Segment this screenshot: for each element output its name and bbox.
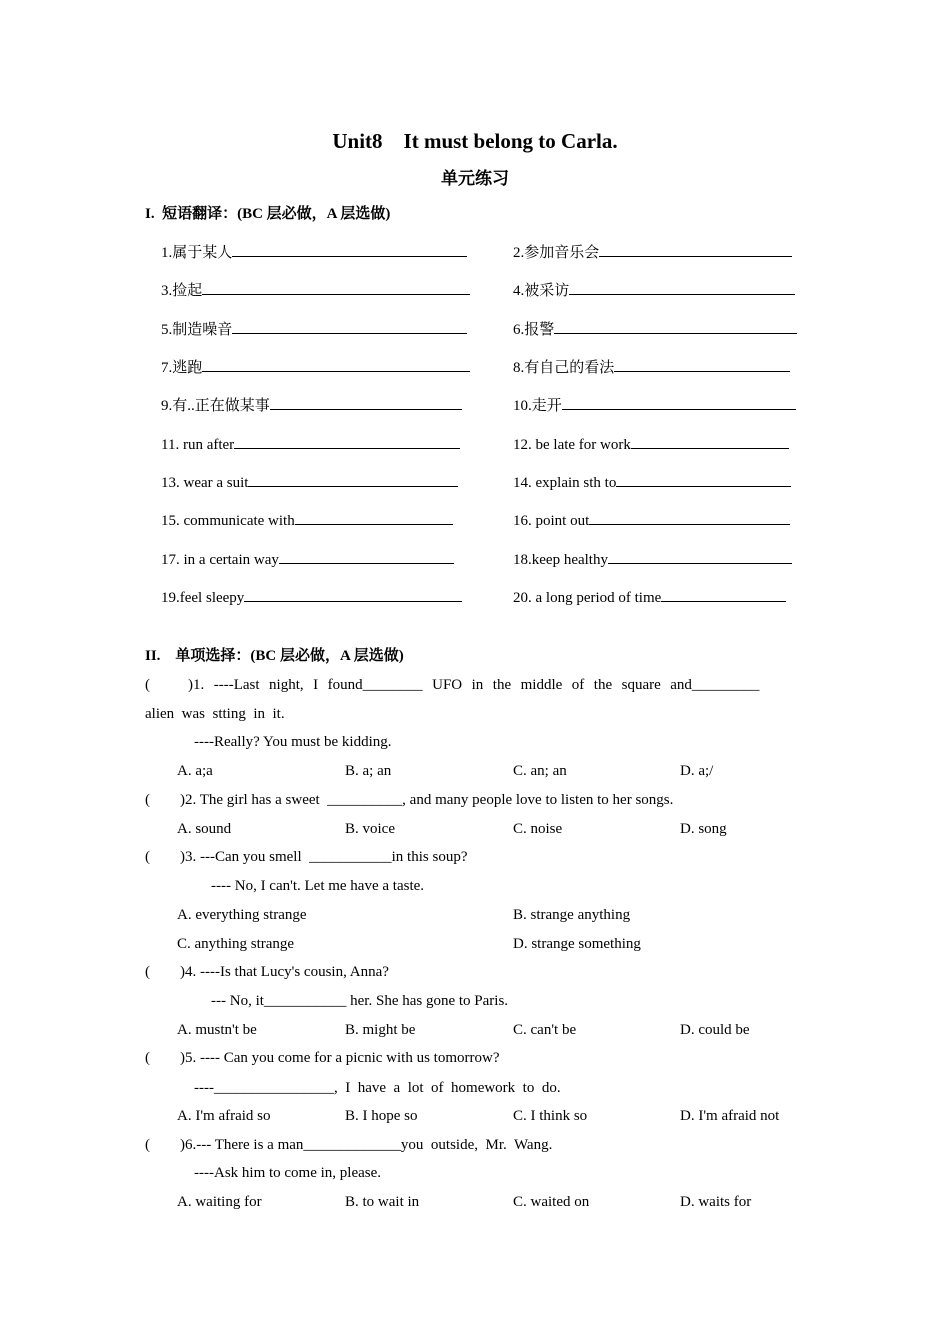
question-1-option-c[interactable]: C. an; an bbox=[513, 763, 567, 779]
question-3-option-d[interactable]: D. strange something bbox=[513, 936, 641, 952]
question-1-reply: ----Really? You must be kidding. bbox=[194, 734, 392, 750]
question-5-option-b[interactable]: B. I hope so bbox=[345, 1108, 418, 1124]
phrase-item-20 bbox=[513, 587, 786, 606]
question-1-option-b[interactable]: B. a; an bbox=[345, 763, 392, 779]
phrase-item-8 bbox=[513, 357, 790, 376]
question-4-option-c[interactable]: C. can't be bbox=[513, 1022, 577, 1038]
question-2-option-d[interactable]: D. song bbox=[680, 821, 727, 837]
question-2-option-a[interactable]: A. sound bbox=[177, 821, 232, 837]
question-4-option-b[interactable]: B. might be bbox=[345, 1022, 416, 1038]
question-6-reply: ----Ask him to come in, please. bbox=[194, 1165, 382, 1181]
question-4-option-d[interactable]: D. could be bbox=[680, 1022, 750, 1038]
document-subtitle: 单元练习 bbox=[441, 169, 509, 188]
phrase-item-19 bbox=[161, 587, 462, 606]
question-4-option-a[interactable]: A. mustn't be bbox=[177, 1022, 257, 1038]
phrase-label: 1.属于某人 bbox=[161, 245, 233, 261]
section-2-heading: II. 单项选择：(BC 层必做，A 层选做) bbox=[145, 648, 404, 664]
phrase-item-10 bbox=[513, 395, 796, 414]
answer-blank[interactable] bbox=[244, 587, 462, 602]
phrase-label: 3.捡起 bbox=[161, 283, 203, 299]
phrase-item-11 bbox=[161, 434, 460, 453]
phrase-label: 7.逃跑 bbox=[161, 360, 203, 376]
answer-blank[interactable] bbox=[248, 472, 458, 487]
phrase-item-6 bbox=[513, 319, 797, 338]
phrase-label: 12. be late for work bbox=[513, 437, 631, 453]
question-3-option-a[interactable]: A. everything strange bbox=[177, 907, 307, 923]
answer-blank[interactable] bbox=[569, 280, 795, 295]
answer-blank[interactable] bbox=[616, 472, 791, 487]
answer-blank[interactable] bbox=[279, 549, 454, 564]
phrase-label: 5.制造噪音 bbox=[161, 322, 233, 338]
phrase-label: 9.有..正在做某事 bbox=[161, 398, 270, 414]
phrase-item-3 bbox=[161, 280, 470, 299]
question-2-option-b[interactable]: B. voice bbox=[345, 821, 395, 837]
question-5-option-c[interactable]: C. I think so bbox=[513, 1108, 588, 1124]
question-3-option-c[interactable]: C. anything strange bbox=[177, 936, 295, 952]
answer-blank[interactable] bbox=[232, 319, 467, 334]
phrase-item-18 bbox=[513, 549, 792, 568]
question-6-option-a[interactable]: A. waiting for bbox=[177, 1194, 262, 1210]
phrase-label: 13. wear a suit bbox=[161, 475, 249, 491]
answer-blank[interactable] bbox=[234, 434, 460, 449]
question-6-option-b[interactable]: B. to wait in bbox=[345, 1194, 420, 1210]
answer-blank[interactable] bbox=[202, 357, 470, 372]
phrase-label: 14. explain sth to bbox=[513, 475, 617, 491]
question-1-option-d[interactable]: D. a;/ bbox=[680, 763, 714, 779]
answer-blank[interactable] bbox=[562, 395, 796, 410]
question-5-stem: ( )5. ---- Can you come for a picnic with us tomorrow? bbox=[145, 1050, 500, 1066]
phrase-label: 2.参加音乐会 bbox=[513, 245, 600, 261]
answer-blank[interactable] bbox=[608, 549, 792, 564]
question-1-stem-cont: alien was stting in it. bbox=[145, 706, 285, 722]
question-2-option-c[interactable]: C. noise bbox=[513, 821, 563, 837]
phrase-label: 11. run after bbox=[161, 437, 235, 453]
phrase-item-5 bbox=[161, 319, 467, 338]
phrase-label: 18.keep healthy bbox=[513, 552, 608, 568]
phrase-label: 16. point out bbox=[513, 513, 590, 529]
answer-blank[interactable] bbox=[599, 242, 792, 257]
phrase-item-7 bbox=[161, 357, 470, 376]
phrase-item-17 bbox=[161, 549, 454, 568]
phrase-label: 17. in a certain way bbox=[161, 552, 279, 568]
phrase-item-2 bbox=[513, 242, 792, 261]
phrase-label: 20. a long period of time bbox=[513, 590, 662, 606]
phrase-label: 19.feel sleepy bbox=[161, 590, 245, 606]
phrase-label: 10.走开 bbox=[513, 398, 562, 414]
answer-blank[interactable] bbox=[295, 510, 453, 525]
phrase-label: 6.报警 bbox=[513, 322, 555, 338]
question-3-stem: ( )3. ---Can you smell ___________in this soup? bbox=[145, 849, 468, 865]
question-5-reply: ----________________, I have a lot of homework to do. bbox=[194, 1080, 561, 1096]
phrase-item-14 bbox=[513, 472, 791, 491]
answer-blank[interactable] bbox=[232, 242, 467, 257]
answer-blank[interactable] bbox=[614, 357, 790, 372]
answer-blank[interactable] bbox=[554, 319, 797, 334]
section-1-heading: I. 短语翻译：(BC 层必做，A 层选做) bbox=[145, 206, 391, 222]
question-4-stem: ( )4. ----Is that Lucy's cousin, Anna? bbox=[145, 964, 389, 980]
answer-blank[interactable] bbox=[631, 434, 789, 449]
question-5-option-d[interactable]: D. I'm afraid not bbox=[680, 1108, 780, 1124]
question-3-option-b[interactable]: B. strange anything bbox=[513, 907, 631, 923]
phrase-label: 4.被采访 bbox=[513, 283, 570, 299]
phrase-item-15 bbox=[161, 510, 453, 529]
answer-blank[interactable] bbox=[589, 510, 790, 525]
document-title: Unit8 It must belong to Carla. bbox=[332, 129, 618, 153]
phrase-item-1 bbox=[161, 242, 467, 261]
question-1-option-a[interactable]: A. a;a bbox=[177, 763, 213, 779]
phrase-item-13 bbox=[161, 472, 458, 491]
phrase-label: 8.有自己的看法 bbox=[513, 360, 615, 376]
answer-blank[interactable] bbox=[270, 395, 462, 410]
phrase-item-9 bbox=[161, 395, 462, 414]
question-4-reply: --- No, it___________ her. She has gone to Paris. bbox=[211, 993, 509, 1009]
phrase-item-4 bbox=[513, 280, 795, 299]
question-1-stem: ( )1. ----Last night, I found________ UFO in the middle of the square and_________ bbox=[145, 677, 760, 693]
phrase-label: 15. communicate with bbox=[161, 513, 295, 529]
question-6-stem: ( )6.--- There is a man_____________you outside, Mr. Wang. bbox=[145, 1137, 553, 1153]
phrase-item-16 bbox=[513, 510, 790, 529]
question-3-reply: ---- No, I can't. Let me have a taste. bbox=[211, 878, 425, 894]
question-2-stem: ( )2. The girl has a sweet __________, and many people love to listen to her songs. bbox=[145, 792, 674, 808]
answer-blank[interactable] bbox=[202, 280, 470, 295]
question-6-option-c[interactable]: C. waited on bbox=[513, 1194, 590, 1210]
phrase-item-12 bbox=[513, 434, 789, 453]
answer-blank[interactable] bbox=[661, 587, 786, 602]
question-6-option-d[interactable]: D. waits for bbox=[680, 1194, 752, 1210]
question-5-option-a[interactable]: A. I'm afraid so bbox=[177, 1108, 271, 1124]
